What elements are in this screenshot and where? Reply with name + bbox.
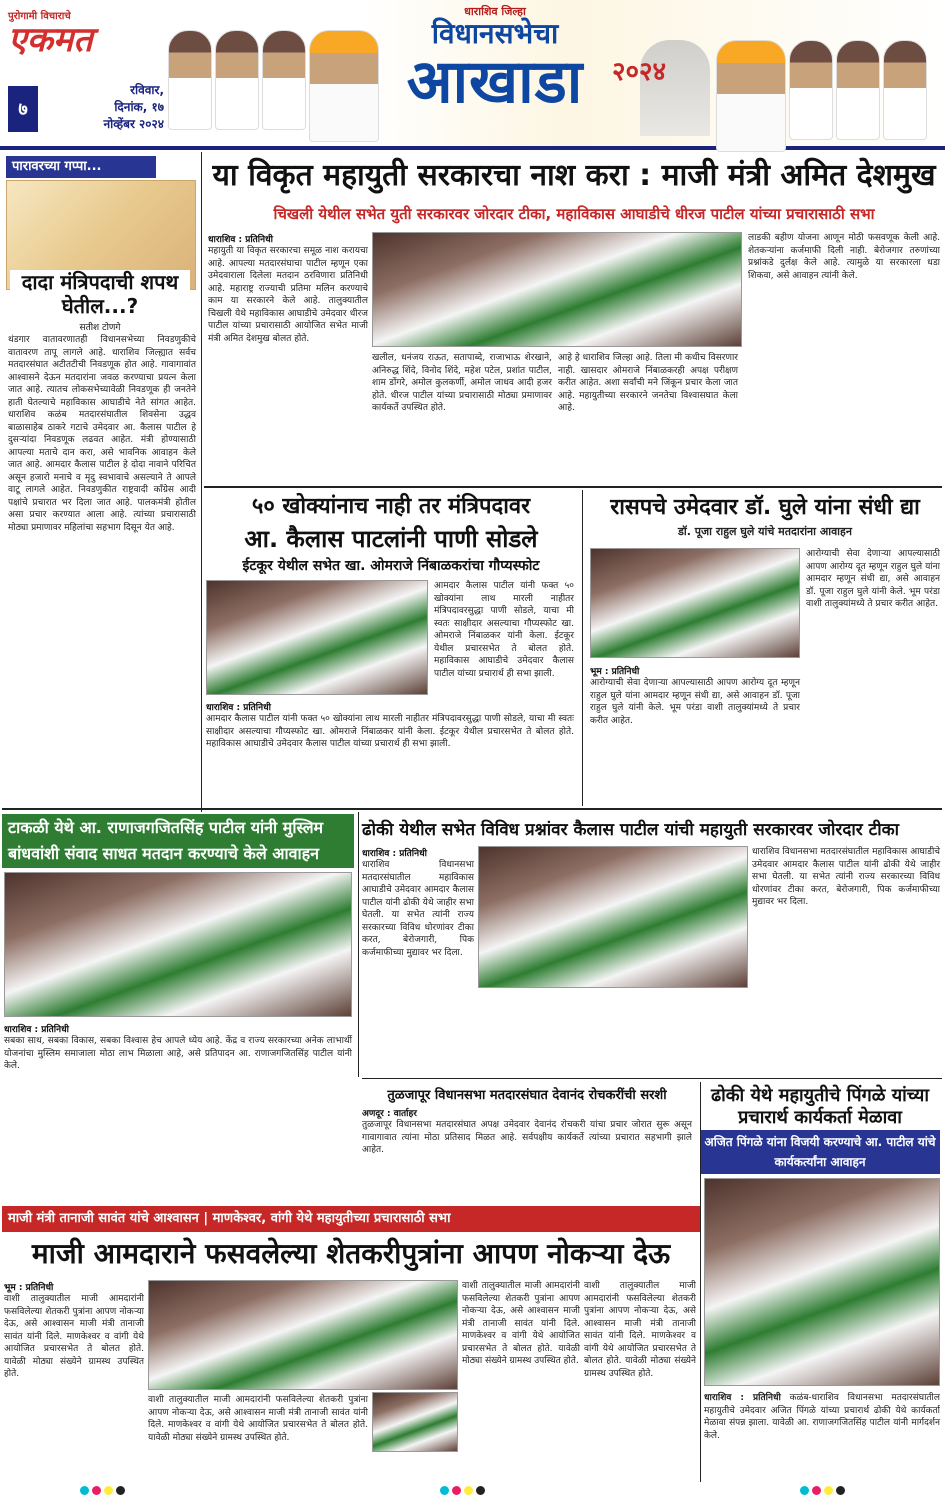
article4-headline: टाकळी येथे आ. राणाजगजितसिंह पाटील यांनी मुस्लिम बांधवांशी संवाद साधत मतदान करण्याचे केले आवाहन [2,814,354,868]
article2-body-col [206,700,574,751]
article1-dateline: धाराशिव : प्रतिनिधी [208,235,273,245]
article3-subhead: डॉ. पूजा राहुल घुले यांचे मतदारांना आवाहन [678,525,852,538]
article2-headline [206,492,576,576]
article7-body: कळंब-धाराशिव विधानसभा मतदारसंघातील महायुतीचे उमेदवार अजित पिंगळे यांच्या प्रचारार्थ ढोकी येथे कार्यकर्ता मेळावा संपन्न झाला. यावेळी आ. राणाजगजितसिंह पाटील यांनी मार्गदर्शन केले. [704,1393,940,1441]
candidate-portrait [262,30,306,130]
article5-col1 [362,846,474,959]
article8-col2: वाशी तालुक्यातील माजी आमदारांनी फसविलेल्या शेतकरी पुत्रांना आपण नोकऱ्या देऊ, असे आश्वासन माजी मंत्री तानाजी सावंत यांनी दिले. माणकेश्वर व वांगी येथे आयोजित प्रचारसभेत ते बोलत होते. यावेळी मोठ्या संख्येने ग्रामस्थ उपस्थित होते. [148,1395,368,1443]
article6-body: तुळजापूर विधानसभा मतदारसंघात अपक्ष उमेदवार देवानंद रोचकरी यांचा प्रचार जोरात सुरू असून गावागावात त्यांना मोठा प्रतिसाद मिळत आहे. सर्वपक्षीय कार्यकर्ते त्यांच्या प्रचारात सहभागी झाले आहेत. [362,1120,692,1155]
article2-line2: आ. कैलास पाटलांनी पाणी सोडले [244,525,538,553]
article8-col1 [4,1280,144,1381]
article5-col2: धाराशिव विधानसभा मतदारसंघातील महाविकास आघाडीचे उमेदवार आमदार कैलास पाटील यांनी ढोकी येथे जाहीर सभा घेतली. या सभेत त्यांनी राज्य सरकारच्या विविध धोरणांवर टीका करत, बेरोजगारी, पिक कर्जमाफीच्या मुद्यावर भर दिला. [752,847,940,907]
article7-col [704,1392,940,1442]
column-divider [358,812,359,1077]
issue-date-line: दिनांक, १७ [114,100,164,114]
article8-kicker-left: माजी मंत्री तानाजी सावंत यांचे आश्वासन [8,1211,199,1226]
article1-col1-text: महायुती या विकृत सरकारचा समूळ नाश करायचा आहे. आपल्या मतदारसंघाचा पाटील म्हणून एका उमेदवाराला दिलेला मतदान ठरविणारा प्रतिनिधी आहे. महाराष्ट्र राज्याची प्रतिमा मलिन करण्याचे काम या सरकारने केले आहे. तालुक्यातील चिखली येथे महाविकास आघाडीचे उमेदवार धीरज पाटील यांच्या प्रचारासाठी आयोजित सभेत माजी मंत्री अमित देशमुख बोलत होते. [208,246,368,344]
article2-body: आमदार कैलास पाटील यांनी फक्त ५० खोक्यांना लाथ मारली नाहीतर मंत्रिपदावरसुद्धा पाणी सोडले, याचा मी स्वतः साक्षीदार असल्याचा गौप्यस्फोट खा. ओमराजे निंबाळकर यांनी केला. ईटकूर येथील प्रचारसभेत ते बोलत होते. महाविकास आघाडीचे उमेदवार कैलास पाटील यांच्या प्रचारार्थ ही सभा झाली. [206,714,574,749]
print-registration-marks [80,1486,125,1495]
masthead-year: २०२४ [612,57,667,87]
candidate-portraits-right [716,40,927,156]
section-divider [362,1078,942,1079]
section-divider [2,808,942,810]
article1-photo [372,232,742,347]
brand [8,8,158,58]
print-registration-marks [440,1486,485,1495]
issue-date [44,82,164,133]
article2-dateline: धाराशिव : प्रतिनिधी [206,703,271,713]
candidate-portrait [789,40,833,140]
masthead-district: धाराशिव जिल्हा [464,5,526,18]
candidate-portrait [883,40,927,140]
masthead-subtitle: विधानसभेचा [431,17,559,50]
candidate-portraits-left [168,30,379,146]
article1-col4: लाडकी बहीण योजना आणून मोठी फसवणूक केली आहे. शेतकऱ्यांना कर्जमाफी दिली नाही. बेरोजगार तरुणांच्या प्रश्नांकडे दुर्लक्ष केले आहे. त्यामुळे या सरकारला धडा शिकवा, असे आवाहन त्यांनी केले. [748,233,940,281]
article1-col2: खलील, धनंजय राऊत, सतापाब्दे, राजाभाऊ शेरखाने, अनिरुद्ध शिंदे, विनोद शिंदे, महेश पटेल, प्रशांत पाटील, शाम डोंगरे, अमोल कुलकर्णी, अमोल जाधव आदी हजर होते. धीरज पाटील यांच्या प्रचारासाठी मोठ्या प्रमाणावर कार्यकर्ते उपस्थित होते. [372,353,552,413]
article1-col3: आहे हे धाराशिव जिल्हा आहे. तिला मी कधीच विसरणार नाही. खासदार ओमराजे निंबाळकरही अपक्ष परीक्षण करीत आहेत. अशा सर्वांची मने जिंकून प्रचार केला जात आहे. महायुतीच्या सरकारने जनतेचा विश्वासघात केला आहे. [558,353,738,413]
article5-body: धाराशिव विधानसभा मतदारसंघातील महाविकास आघाडीचे उमेदवार आमदार कैलास पाटील यांनी ढोकी येथे जाहीर सभा घेतली. या सभेत त्यांनी राज्य सरकारच्या विविध धोरणांवर टीका करत, बेरोजगारी, पिक कर्जमाफीच्या मुद्यावर भर दिला. [362,860,474,958]
article8-col3: वाशी तालुक्यातील माजी आमदारांनी फसविलेल्या शेतकरी पुत्रांना आपण नोकऱ्या देऊ, असे आश्वासन माजी मंत्री तानाजी सावंत यांनी दिले. माणकेश्वर व वांगी येथे आयोजित प्रचारसभेत ते बोलत होते. यावेळी मोठ्या संख्येने ग्रामस्थ उपस्थित होते. [462,1281,580,1366]
article1-subhead: चिखली येथील सभेत युती सरकारवर जोरदार टीका, महाविकास आघाडीचे धीरज पाटील यांच्या प्रचारासाठी सभा [273,205,875,223]
gossip-title: दादा मंत्रिपदाची शपथ घेतील...? [10,270,190,318]
column-divider [700,1082,701,1482]
article2-line1: ५० खोक्यांनाच नाही तर मंत्रिपदावर [251,494,531,519]
print-registration-marks [800,1486,845,1495]
article2-line3: ईटकूर येथील सभेत खा. ओमराजे निंबाळकरांचा गौप्यस्फोट [242,558,540,574]
masthead [0,0,945,150]
candidate-portrait [836,40,880,140]
article8-headline: माजी आमदाराने फसवलेल्या शेतकरीपुत्रांना आपण नोकऱ्या देऊ [31,1237,671,1270]
article6-headline: तुळजापूर विधानसभा मतदारसंघात देवानंद रोचकरींची सरशी [387,1088,667,1103]
article3-side-col: आरोग्याची सेवा देणाऱ्या आपल्यासाठी आपण आरोग्य दूत म्हणून राहुल घुले यांना आमदार म्हणून संधी द्या, असे आवाहन डॉ. पूजा राहुल घुले यांनी केले. भूम परंडा वाशी तालुक्यांमध्ये ते प्रचार करीत आहेत. [806,549,940,609]
column-divider [582,490,583,806]
article8-photo-speaker [372,1392,458,1452]
article7-dateline: धाराशिव : प्रतिनिधी [704,1393,781,1403]
issue-day: रविवार, [130,83,164,97]
article3-photo [590,548,800,658]
article8-kicker-right: माणकेश्वर, वांगी येथे महायुतीच्या प्रचारासाठी सभा [212,1211,451,1226]
article3-headline: रासपचे उमेदवार डॉ. घुले यांना संधी द्या [610,495,920,520]
article8-col4: वाशी तालुक्यातील माजी आमदारांनी फसविलेल्या शेतकरी पुत्रांना आपण नोकऱ्या देऊ, असे आश्वासन माजी मंत्री तानाजी सावंत यांनी दिले. माणकेश्वर व वांगी येथे आयोजित प्रचारसभेत ते बोलत होते. यावेळी मोठ्या संख्येने ग्रामस्थ उपस्थित होते. [584,1281,696,1379]
candidate-portrait [716,40,786,152]
masthead-title: आखाडा [406,47,584,117]
section-divider [204,486,942,488]
article7-photo [704,1178,940,1386]
masthead-title-block [380,4,610,115]
article6-col [362,1106,692,1157]
article4-col [4,1022,352,1073]
article2-photo [206,580,428,695]
article2-side-col: आमदार कैलास पाटील यांनी फक्त ५० खोक्यांना लाथ मारली नाहीतर मंत्रिपदावरसुद्धा पाणी सोडले, याचा मी स्वतः साक्षीदार असल्याचा गौप्यस्फोट खा. ओमराजे निंबाळकर यांनी केला. ईटकूर येथील प्रचारसभेत ते बोलत होते. महाविकास आघाडीचे उमेदवार कैलास पाटील यांच्या प्रचारार्थ ही सभा झाली. [434,581,574,679]
candidate-portrait [309,30,379,142]
column-divider [201,152,202,812]
article5-headline: ढोकी येथील सभेत विविध प्रश्नांवर कैलास पाटील यांची महायुती सरकारवर जोरदार टीका [362,820,900,840]
candidate-portrait [168,30,212,130]
article8-photo-crowd [148,1280,458,1390]
gossip-author: सतीश टोणगे [79,323,121,333]
candidate-portrait [215,30,259,130]
page-number: ७ [8,86,38,132]
article1-headline: या विकृत महायुती सरकारचा नाश करा : माजी मंत्री अमित देशमुख [212,158,936,193]
article8-kicker: माजी मंत्री तानाजी सावंत यांचे आश्वासन | माणकेश्वर, वांगी येथे महायुतीच्या प्रचारासाठी सभा [2,1206,700,1232]
gossip-body: थंडगार वातावरणातही विधानसभेच्या निवडणुकीचे वातावरण तापू लागले आहे. धाराशिव जिल्ह्यात सर्वच मतदारसंघात अटीतटीची निवडणूक होत आहे. गावागावांत आश्वासने देऊन मतदारांना जवळ करण्याचा प्रयत्न केला जात आहे. त्यातच लोकसभेच्यावेळी निवडणूक ही जनतेने हाती घेतल्याचे महाविकास आघाडीचे नेते सांगत आहेत. धाराशिव कळंब मतदारसंघातील शिवसेना उद्धव बाळासाहेब ठाकरे गटाचे उमेदवार आ. कैलास पाटील हे दुसऱ्यांदा निवडणूक लढवत आहेत. मंत्री होण्यासाठी आपल्या मताचे दान करा, असे भावनिक आवाहन केले जात आहे. आमदार कैलास पाटील हे दोदा नावाने परिचित असून हजारो मनाचे व मृदु स्वभावाचे असल्याने ते आपले वाटू लागले आहेत. निवडणुकीत राष्ट्रवादी काँग्रेस आदी पक्षांचे प्रचारात भर दिला जात आहे. पालकमंत्री होतील असा प्रचार करण्यात आला आहे. त्यांच्या प्रचारासाठी मोठ्या प्रमाणावर महिलांचा सहभाग दिसून येत आहे. [8,335,196,533]
gossip-section-label: पारावरच्या गप्पा... [6,156,156,178]
article4-photo [4,872,352,1017]
article5-photo [478,846,748,988]
article4-dateline: धाराशिव : प्रतिनिधी [4,1025,69,1035]
article8-body: वाशी तालुक्यातील माजी आमदारांनी फसविलेल्या शेतकरी पुत्रांना आपण नोकऱ्या देऊ, असे आश्वासन माजी मंत्री तानाजी सावंत यांनी दिले. माणकेश्वर व वांगी येथे आयोजित प्रचारसभेत ते बोलत होते. यावेळी मोठ्या संख्येने ग्रामस्थ उपस्थित होते. [4,1294,144,1379]
gossip-column [0,152,200,912]
article7-headline: ढोकी येथे महायुतीचे पिंगळे यांच्या प्रचारार्थ कार्यकर्ता मेळावा [710,1085,930,1128]
article3-dateline: भूम : प्रतिनिधी [590,667,640,677]
issue-month-year: नोव्हेंबर २०२४ [103,117,164,131]
article1-col1 [208,232,368,345]
brand-logo: एकमत [8,20,93,60]
article4-body: सबका साथ, सबका विकास, सबका विश्वास हेच आपले ध्येय आहे. केंद्र व राज्य सरकारच्या अनेक लाभार्थी योजनांचा मुस्लिम समाजाला मोठा लाभ मिळाला आहे, असे प्रतिपादन आ. राणाजगजितसिंह पाटील यांनी केले. [4,1036,352,1071]
brand-tagline: पुरोगामी विचाराचे [8,11,71,22]
article3-body: आरोग्याची सेवा देणाऱ्या आपल्यासाठी आपण आरोग्य दूत म्हणून राहुल घुले यांना आमदार म्हणून संधी द्या, असे आवाहन डॉ. पूजा राहुल घुले यांनी केले. भूम परंडा वाशी तालुक्यांमध्ये ते प्रचार करीत आहेत. [590,678,800,726]
article3-col [590,664,800,727]
article7-subhead: अजित पिंगळे यांना विजयी करण्याचे आ. पाटील यांचे कार्यकर्त्यांना आवाहन [700,1130,940,1174]
article5-dateline: धाराशिव : प्रतिनिधी [362,849,427,859]
article8-dateline: भूम : प्रतिनिधी [4,1283,54,1293]
article6-dateline: अणदूर : वार्ताहर [362,1109,417,1119]
